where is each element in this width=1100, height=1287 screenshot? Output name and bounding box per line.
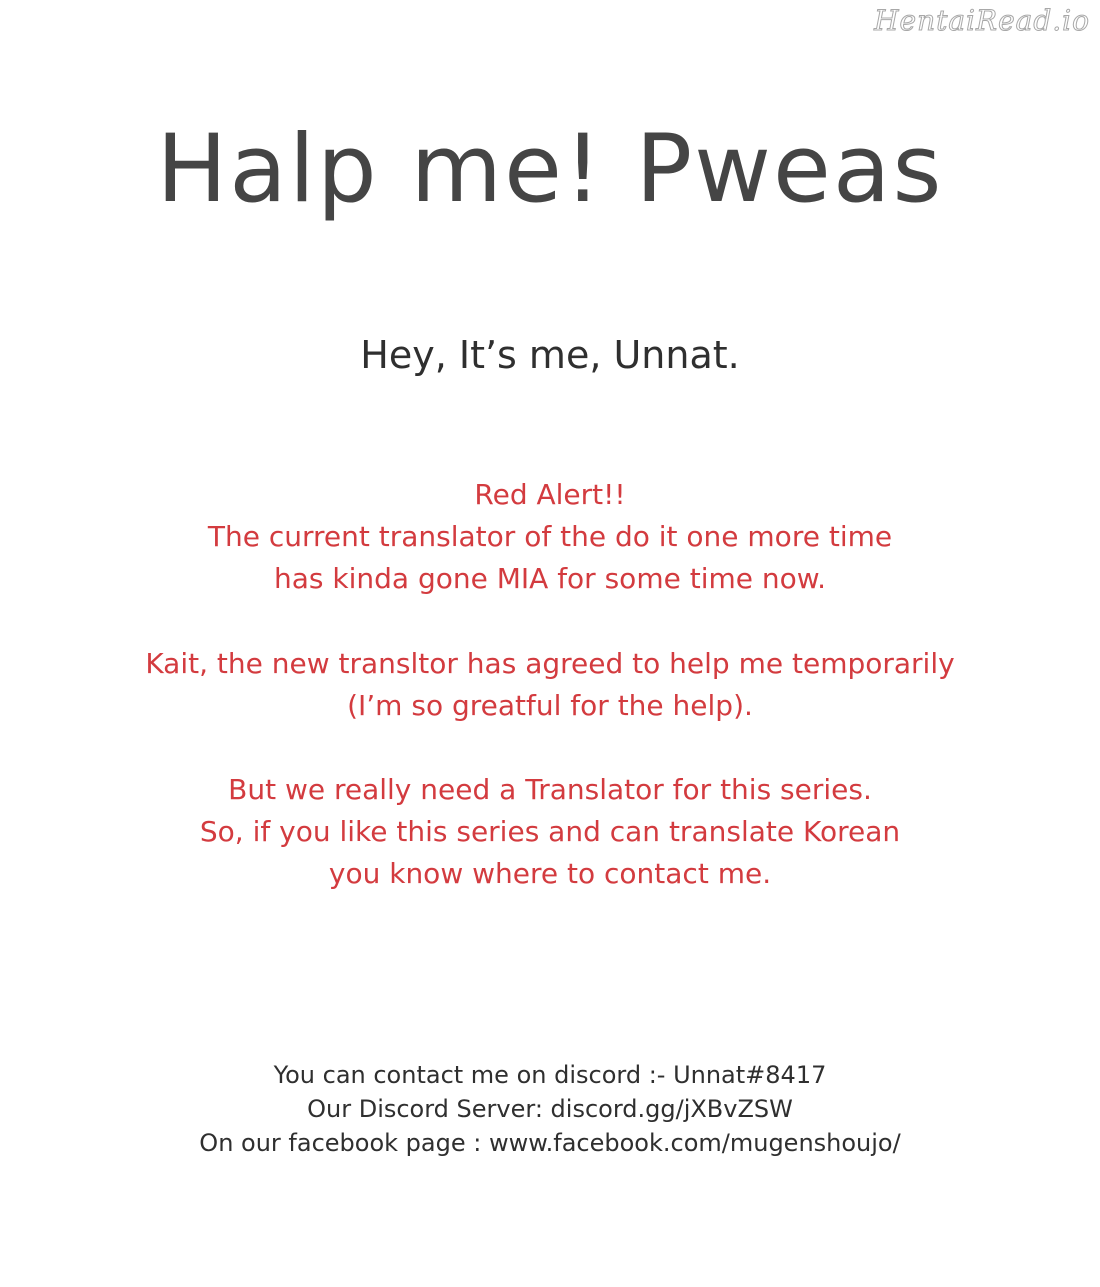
alert-line: But we really need a Translator for this series. — [228, 773, 872, 806]
greeting-text: Hey, It’s me, Unnat. — [360, 333, 740, 377]
alert-paragraph-1 — [0, 474, 1100, 600]
alert-line: Red Alert!! — [474, 478, 626, 511]
alert-line: So, if you like this series and can translate Korean — [199, 815, 901, 848]
discord-server-link[interactable]: Our Discord Server: discord.gg/jXBvZSW — [307, 1095, 793, 1123]
alert-line: Kait, the new transltor has agreed to help me temporarily — [145, 647, 955, 680]
alert-line: you know where to contact me. — [328, 857, 772, 890]
contact-info — [0, 1058, 1100, 1160]
page-title: Halp me! Pweas — [156, 115, 944, 224]
facebook-page-link[interactable]: On our facebook page : www.facebook.com/mugenshoujo/ — [199, 1129, 901, 1157]
alert-line: The current translator of the do it one more time — [207, 520, 893, 553]
watermark-logo: HentaiRead.io — [874, 4, 1090, 37]
alert-line: has kinda gone MIA for some time now. — [273, 562, 826, 595]
discord-contact: You can contact me on discord :- Unnat#8417 — [273, 1061, 827, 1089]
alert-line: (I’m so greatful for the help). — [347, 689, 753, 722]
alert-paragraph-2 — [0, 643, 1100, 727]
alert-paragraph-3 — [0, 769, 1100, 895]
